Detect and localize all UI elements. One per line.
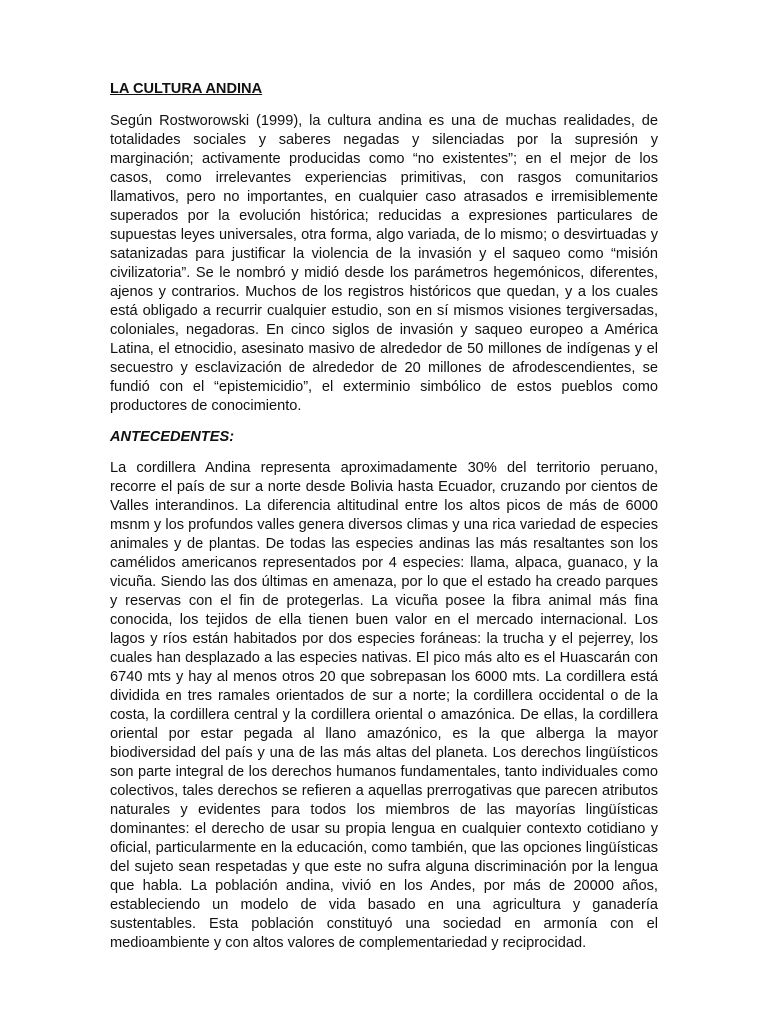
intro-paragraph: Según Rostworowski (1999), la cultura andina es una de muchas realidades, de totalidades sociales y saberes negadas y silenciadas por la supresión y marginación; activamente producidas como “no existentes”; en el mejor de los casos, como irrelevantes experiencias primitivas, con rasgos comunitarios llamativos, pero no importantes, en cualquier caso atrasados e irremisiblemente superados por la evolución histórica; reducidas a expresiones particulares de supuestas leyes universales, otra forma, algo variada, de lo mismo; o desvirtuadas y satanizadas para justificar la violencia de la invasión y el saqueo como “misión civilizatoria”. Se le nombró y midió desde los parámetros hegemónicos, diferentes, ajenos y contrarios. Muchos de los registros históricos que quedan, y a los cuales está obligado a recurrir cualquier estudio, son en sí mismos visiones tergiversadas, coloniales, negadoras. En cinco siglos de invasión y saqueo europeo a América Latina, el etnocidio, asesinato masivo de alrededor de 50 millones de indígenas y el secuestro y esclavización de alrededor de 20 millones de afrodescendientes, se fundió con el “epistemicidio”, el exterminio simbólico de estos pueblos como productores de conocimiento. (110, 113, 658, 414)
antecedentes-paragraph: La cordillera Andina representa aproximadamente 30% del territorio peruano, recorre el país de sur a norte desde Bolivia hasta Ecuador, cruzando por cientos de Valles interandinos. La diferencia altitudinal entre los altos picos de más de 6000 msnm y los profundos valles genera diversos climas y una rica variedad de especies animales y de plantas. De todas las especies andinas las más resaltantes son los camélidos americanos representados por 4 especies: llama, alpaca, guanaco, y la vicuña. Siendo las dos últimas en amenaza, por lo que el estado ha creado parques y reservas con el fin de protegerlas. La vicuña posee la fibra animal más fina conocida, los tejidos de ella tienen buen valor en el mercado internacional. Los lagos y ríos están habitados por dos especies foráneas: la trucha y el pejerrey, los cuales han desplazado a las especies nativas. El pico más alto es el Huascarán con 6740 mts y hay al menos otros 20 que sobrepasan los 6000 mts. La cordillera está dividida en tres ramales orientados de sur a norte; la cordillera occidental o de la costa, la cordillera central y la cordillera oriental o amazónica. De ellas, la cordillera oriental por estar pegada al llano amazónico, es la que alberga la mayor biodiversidad del país y una de las más altas del planeta. Los derechos lingüísticos son parte integral de los derechos humanos fundamentales, tanto individuales como colectivos, tales derechos se refieren a aquellas prerrogativas que parecen atributos naturales y evidentes para todos los miembros de las mayorías lingüísticas dominantes: el derecho de usar su propia lengua en cualquier contexto cotidiano y oficial, particularmente en la educación, como también, que las opciones lingüísticas del sujeto sean respetadas y que este no sufra alguna discriminación por la lengua que habla. La población andina, vivió en los Andes, por más de 20000 años, estableciendo un modelo de vida basado en una agricultura y ganadería sustentables. Esta población constituyó una sociedad en armonía con el medioambiente y con altos valores de complementariedad y reciprocidad. (110, 460, 658, 951)
section-heading-antecedentes: ANTECEDENTES: (110, 429, 235, 445)
document-page (110, 80, 658, 953)
document-title: LA CULTURA ANDINA (110, 81, 263, 97)
